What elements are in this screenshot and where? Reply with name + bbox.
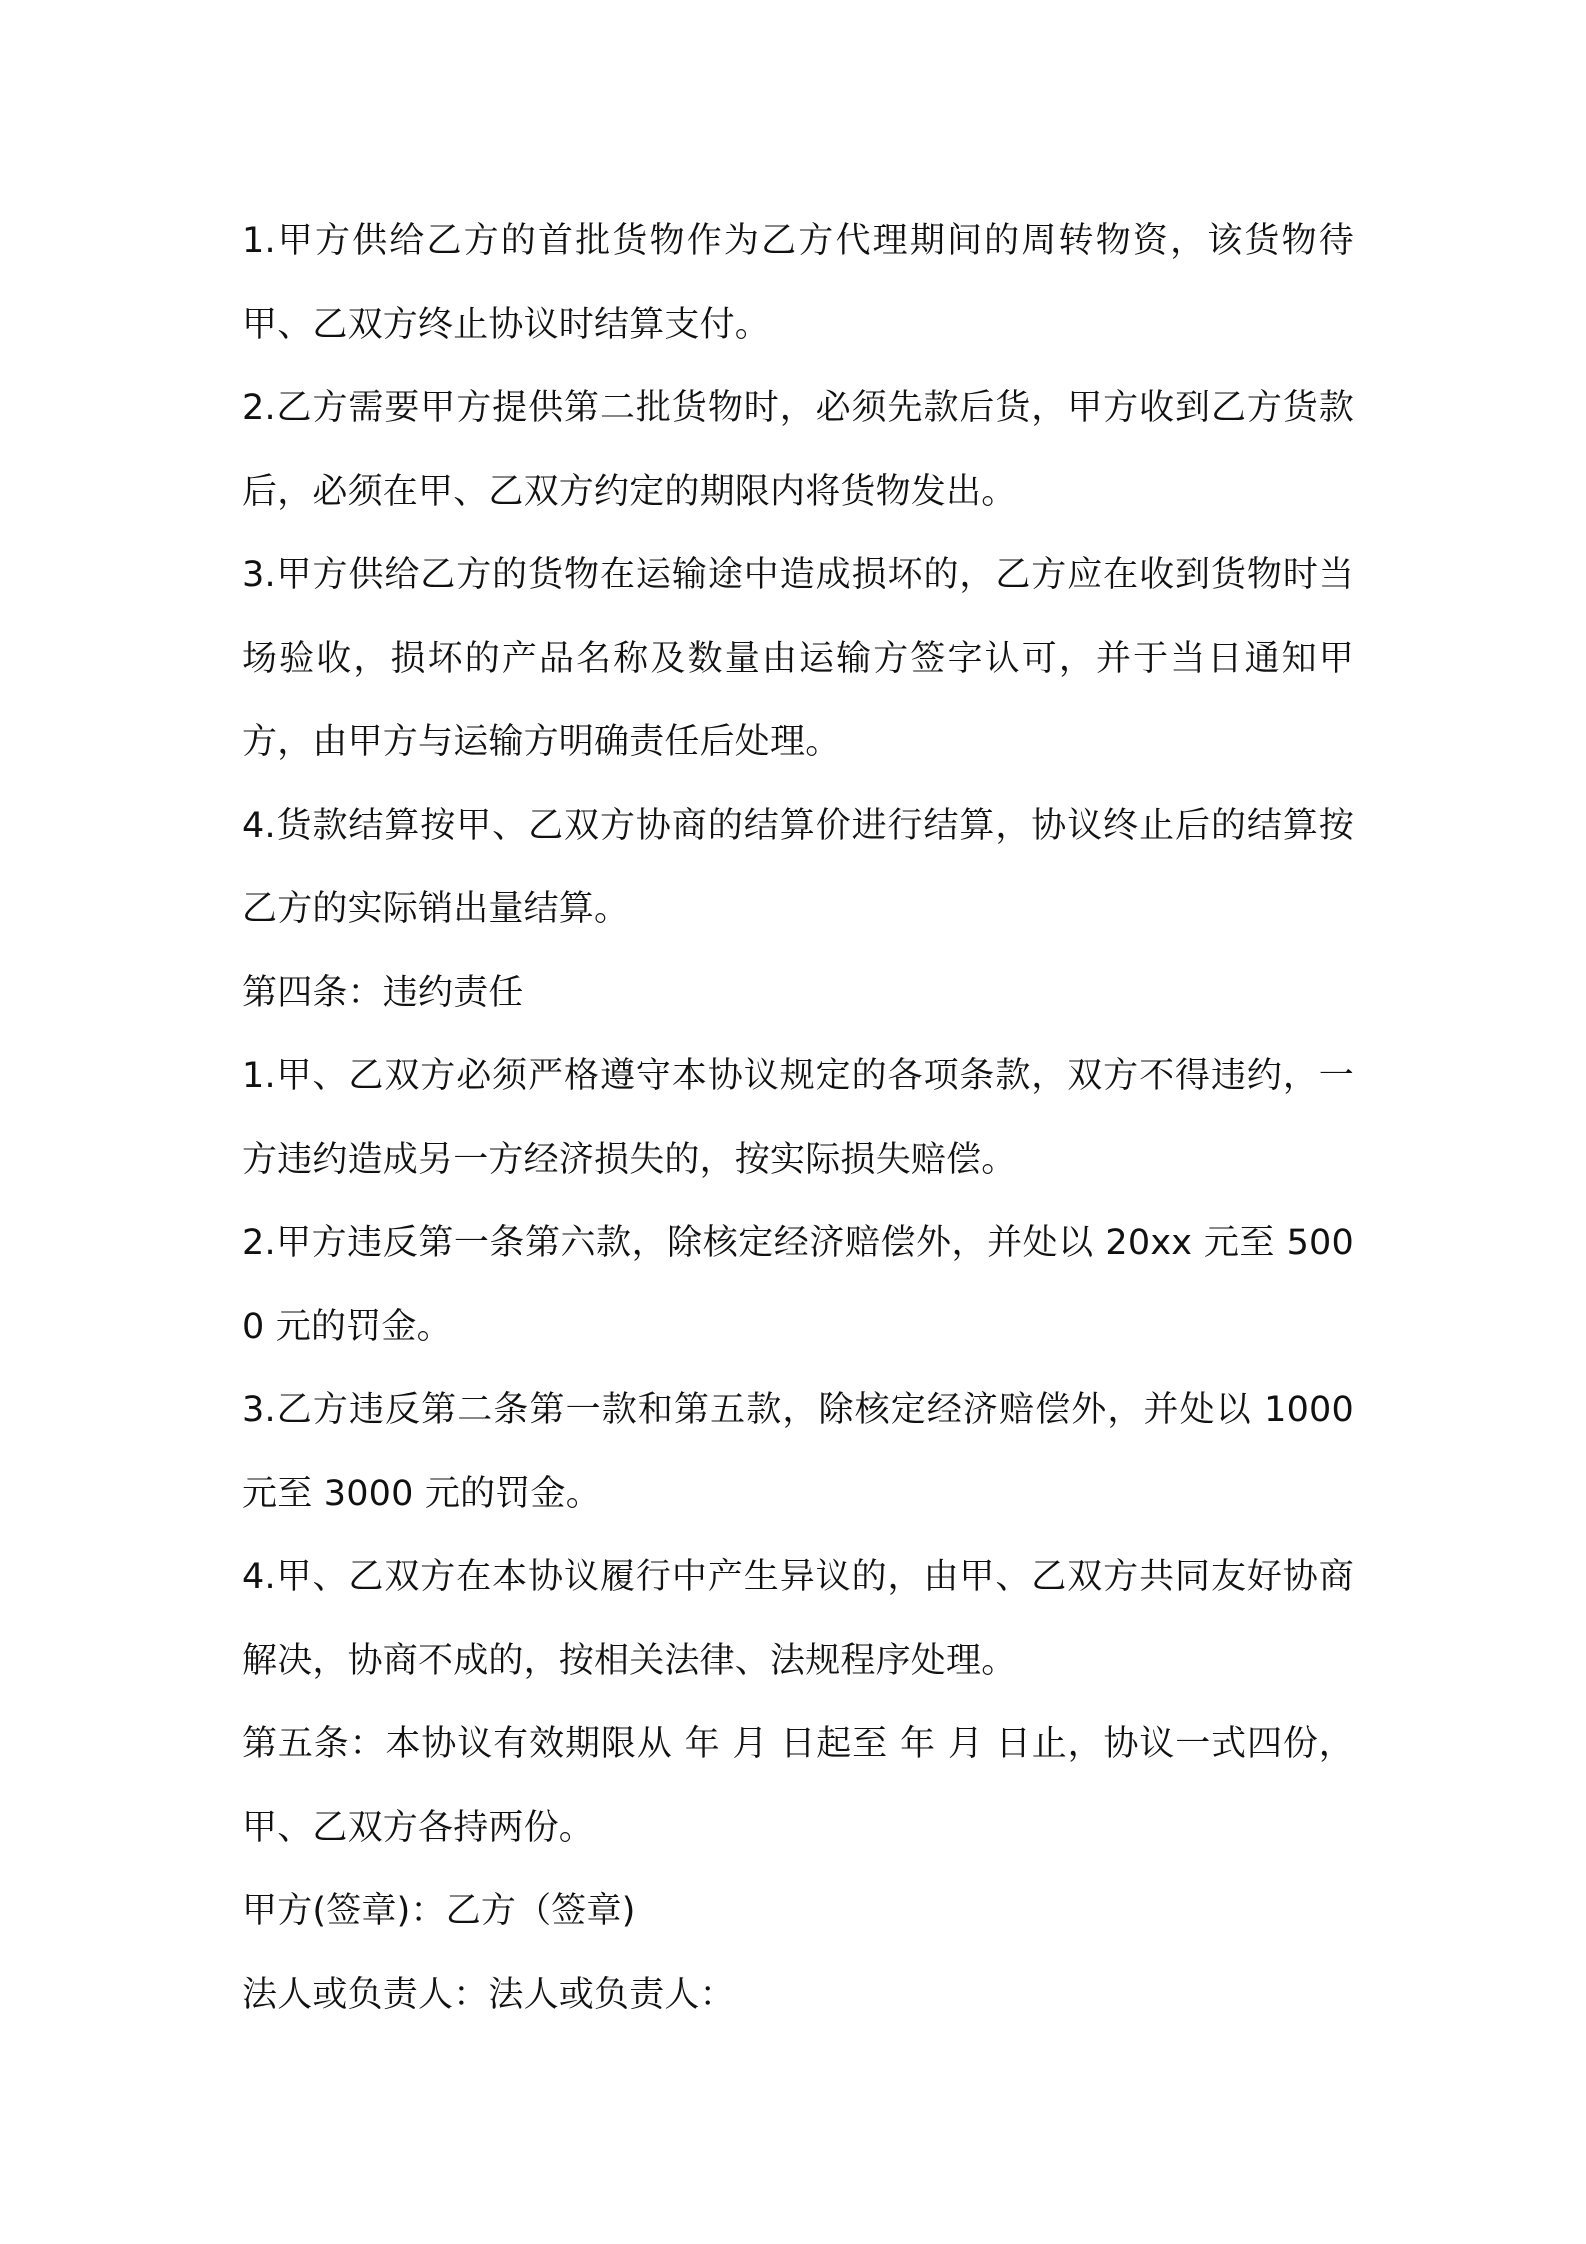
clause-paragraph-4: 4.货款结算按甲、乙双方协商的结算价进行结算，协议终止后的结算按乙方的实际销出量结算。	[242, 805, 1354, 929]
liability-paragraph-4: 4.甲、乙双方在本协议履行中产生异议的，由甲、乙双方共同友好协商解决，协商不成的，按相关法律、法规程序处理。	[242, 1557, 1354, 1681]
legal-representative-line: 法人或负责人：法人或负责人：	[242, 1974, 735, 2015]
clause-paragraph-1: 1.甲方供给乙方的首批货物作为乙方代理期间的周转物资，该货物待甲、乙双方终止协议时结算支付。	[242, 221, 1354, 345]
liability-paragraph-2: 2.甲方违反第一条第六款，除核定经济赔偿外，并处以 20xx 元至 5000 元的罚金。	[242, 1223, 1354, 1347]
liability-paragraph-3: 3.乙方违反第二条第一款和第五款，除核定经济赔偿外，并处以 1000 元至 3000 元的罚金。	[242, 1390, 1354, 1514]
liability-paragraph-1: 1.甲、乙双方必须严格遵守本协议规定的各项条款，双方不得违约，一方违约造成另一方经济损失的，按实际损失赔偿。	[242, 1056, 1354, 1180]
section-heading-article-4: 第四条：违约责任	[242, 972, 524, 1013]
signature-line: 甲方(签章)：乙方（签章)	[242, 1891, 636, 1931]
clause-paragraph-3: 3.甲方供给乙方的货物在运输途中造成损坏的，乙方应在收到货物时当场验收，损坏的产品名称及数量由运输方签字认可，并于当日通知甲方，由甲方与运输方明确责任后处理。	[242, 555, 1354, 762]
document-body	[242, 200, 1354, 2037]
article-5-validity: 第五条：本协议有效期限从 年 月 日起至 年 月 日止，协议一式四份，甲、乙双方各持两份。	[242, 1724, 1354, 1848]
clause-paragraph-2: 2.乙方需要甲方提供第二批货物时，必须先款后货，甲方收到乙方货款后，必须在甲、乙双方约定的期限内将货物发出。	[242, 388, 1354, 512]
